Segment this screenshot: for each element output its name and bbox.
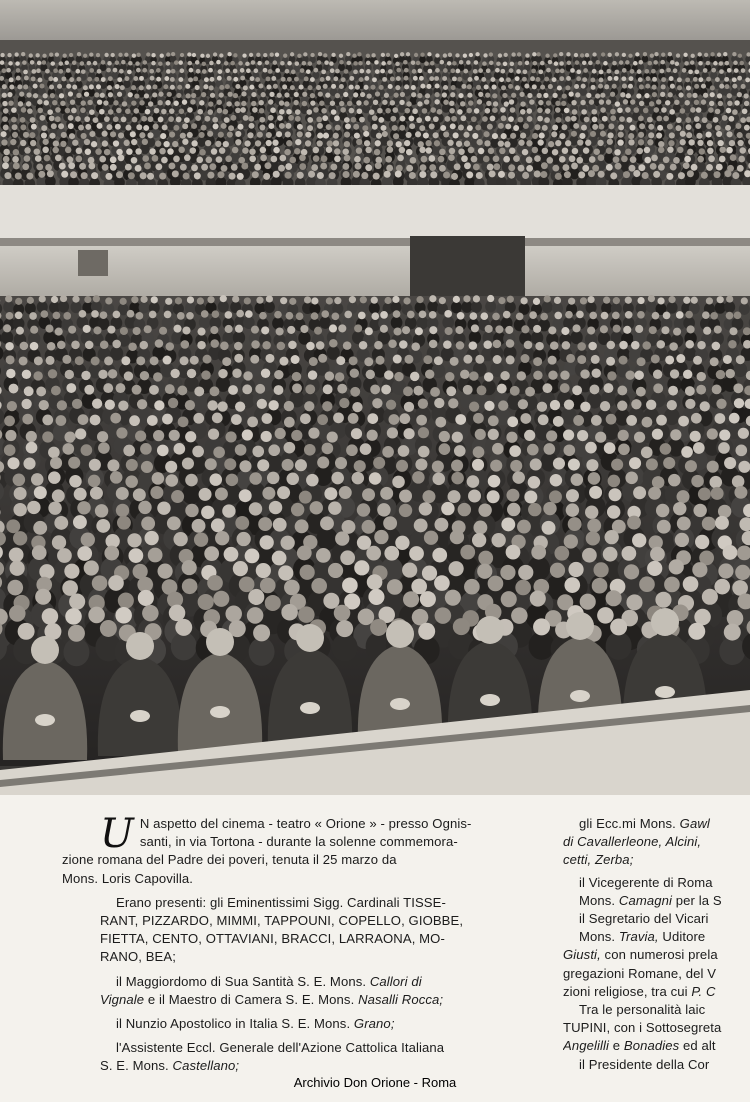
caption-intro-line: santi, in via Tortona - durante la solenne commemora- <box>139 834 458 850</box>
caption-intro-line: Mons. Loris Capovilla. <box>62 870 194 886</box>
caption-right-line <box>563 928 750 946</box>
text-run: e il Maestro di Camera S. E. Mons. <box>144 991 359 1007</box>
text-run: zioni religiose, tra cui <box>563 983 692 999</box>
text-run: il Nunzio Apostolico in Italia S. E. Mons. <box>116 1016 354 1032</box>
text-run: con numerosi prela <box>600 947 718 963</box>
caption-right-line <box>563 815 750 833</box>
text-run-italic: P. C <box>691 983 716 999</box>
caption-intro <box>62 811 512 888</box>
caption-right-line <box>563 851 750 869</box>
caption-right-line: il Vicegerente di Roma <box>579 874 713 890</box>
caption-right-line <box>563 1037 750 1055</box>
caption-right-line: il Presidente della Cor <box>579 1056 710 1072</box>
caption-right-line: Tra le personalità laic <box>579 1002 706 1018</box>
caption-right-line <box>563 983 750 1001</box>
text-run: Mons. <box>579 929 619 945</box>
caption-cardinals-line: Erano presenti: gli Eminentissimi Sigg. Cardinali TISSE- <box>116 894 446 910</box>
archive-credit: Archivio Don Orione - Roma <box>293 1075 457 1090</box>
caption-right-line: TUPINI, con i Sottosegreta <box>563 1020 722 1036</box>
caption-maggiordomo <box>100 973 512 1009</box>
text-run: Uditore <box>658 929 706 945</box>
text-run-italic: Bonadies <box>623 1038 680 1054</box>
caption-assistente <box>100 1039 512 1075</box>
text-run-italic: Angelilli <box>563 1038 610 1054</box>
text-run-italic: Travia, <box>618 929 659 945</box>
text-run: per la S <box>672 892 722 908</box>
caption-cardinals-line: RANO, BEA; <box>100 949 176 965</box>
caption-right-line: gregazioni Romane, del V <box>563 965 717 981</box>
text-run-italic: Grano; <box>353 1016 395 1032</box>
text-run-italic: Camagni <box>618 892 673 908</box>
stalls-crowd <box>0 295 750 667</box>
text-run-italic: Vignale <box>100 991 145 1007</box>
caption-right <box>563 815 750 1074</box>
balcony-parapet <box>0 185 750 243</box>
caption-right-line <box>563 946 750 964</box>
caption-right-line: il Segretario del Vicari <box>579 911 709 927</box>
caption-right-line <box>563 833 750 851</box>
text-run: ed alt <box>679 1038 716 1054</box>
text-run-italic: Nasalli Rocca; <box>358 991 444 1007</box>
parapet-shadow <box>0 238 750 246</box>
text-run-italic: Giusti, <box>563 947 601 963</box>
text-run: gli Ecc.mi Mons. <box>579 816 680 831</box>
caption-cardinals <box>100 894 512 967</box>
text-run: l'Assistente Eccl. Generale dell'Azione Cattolica Italiana <box>116 1040 445 1056</box>
text-run-italic: di Cavallerleone, Alcini, <box>563 834 702 850</box>
text-run-italic: Castellano; <box>172 1058 240 1074</box>
caption-left <box>62 811 512 1082</box>
dropcap-letter: U <box>100 811 134 857</box>
text-run: S. E. Mons. <box>100 1058 173 1074</box>
caption-intro-line: zione romana del Padre dei poveri, tenuta il 25 marzo da <box>62 852 397 868</box>
caption-nunzio <box>100 1015 512 1033</box>
wall-vent <box>78 250 108 276</box>
caption-right-line <box>563 892 750 910</box>
text-run-italic: Gawl <box>679 816 710 831</box>
text-run: e <box>609 1038 624 1054</box>
caption-intro-line: N aspetto del cinema - teatro « Orione » - presso Ognis- <box>139 816 472 831</box>
text-run: Mons. <box>579 892 619 908</box>
text-run: il Maggiordomo di Sua Santità S. E. Mons. <box>116 973 370 989</box>
caption-cardinals-line: RANT, PIZZARDO, MIMMI, TAPPOUNI, COPELLO, GIOBBE, <box>100 913 464 929</box>
text-run-italic: Callori di <box>369 973 422 989</box>
text-run-italic: cetti, Zerba; <box>563 852 634 868</box>
caption-cardinals-line: FIETTA, CENTO, OTTAVIANI, BRACCI, LARRAONA, MO- <box>100 931 445 947</box>
